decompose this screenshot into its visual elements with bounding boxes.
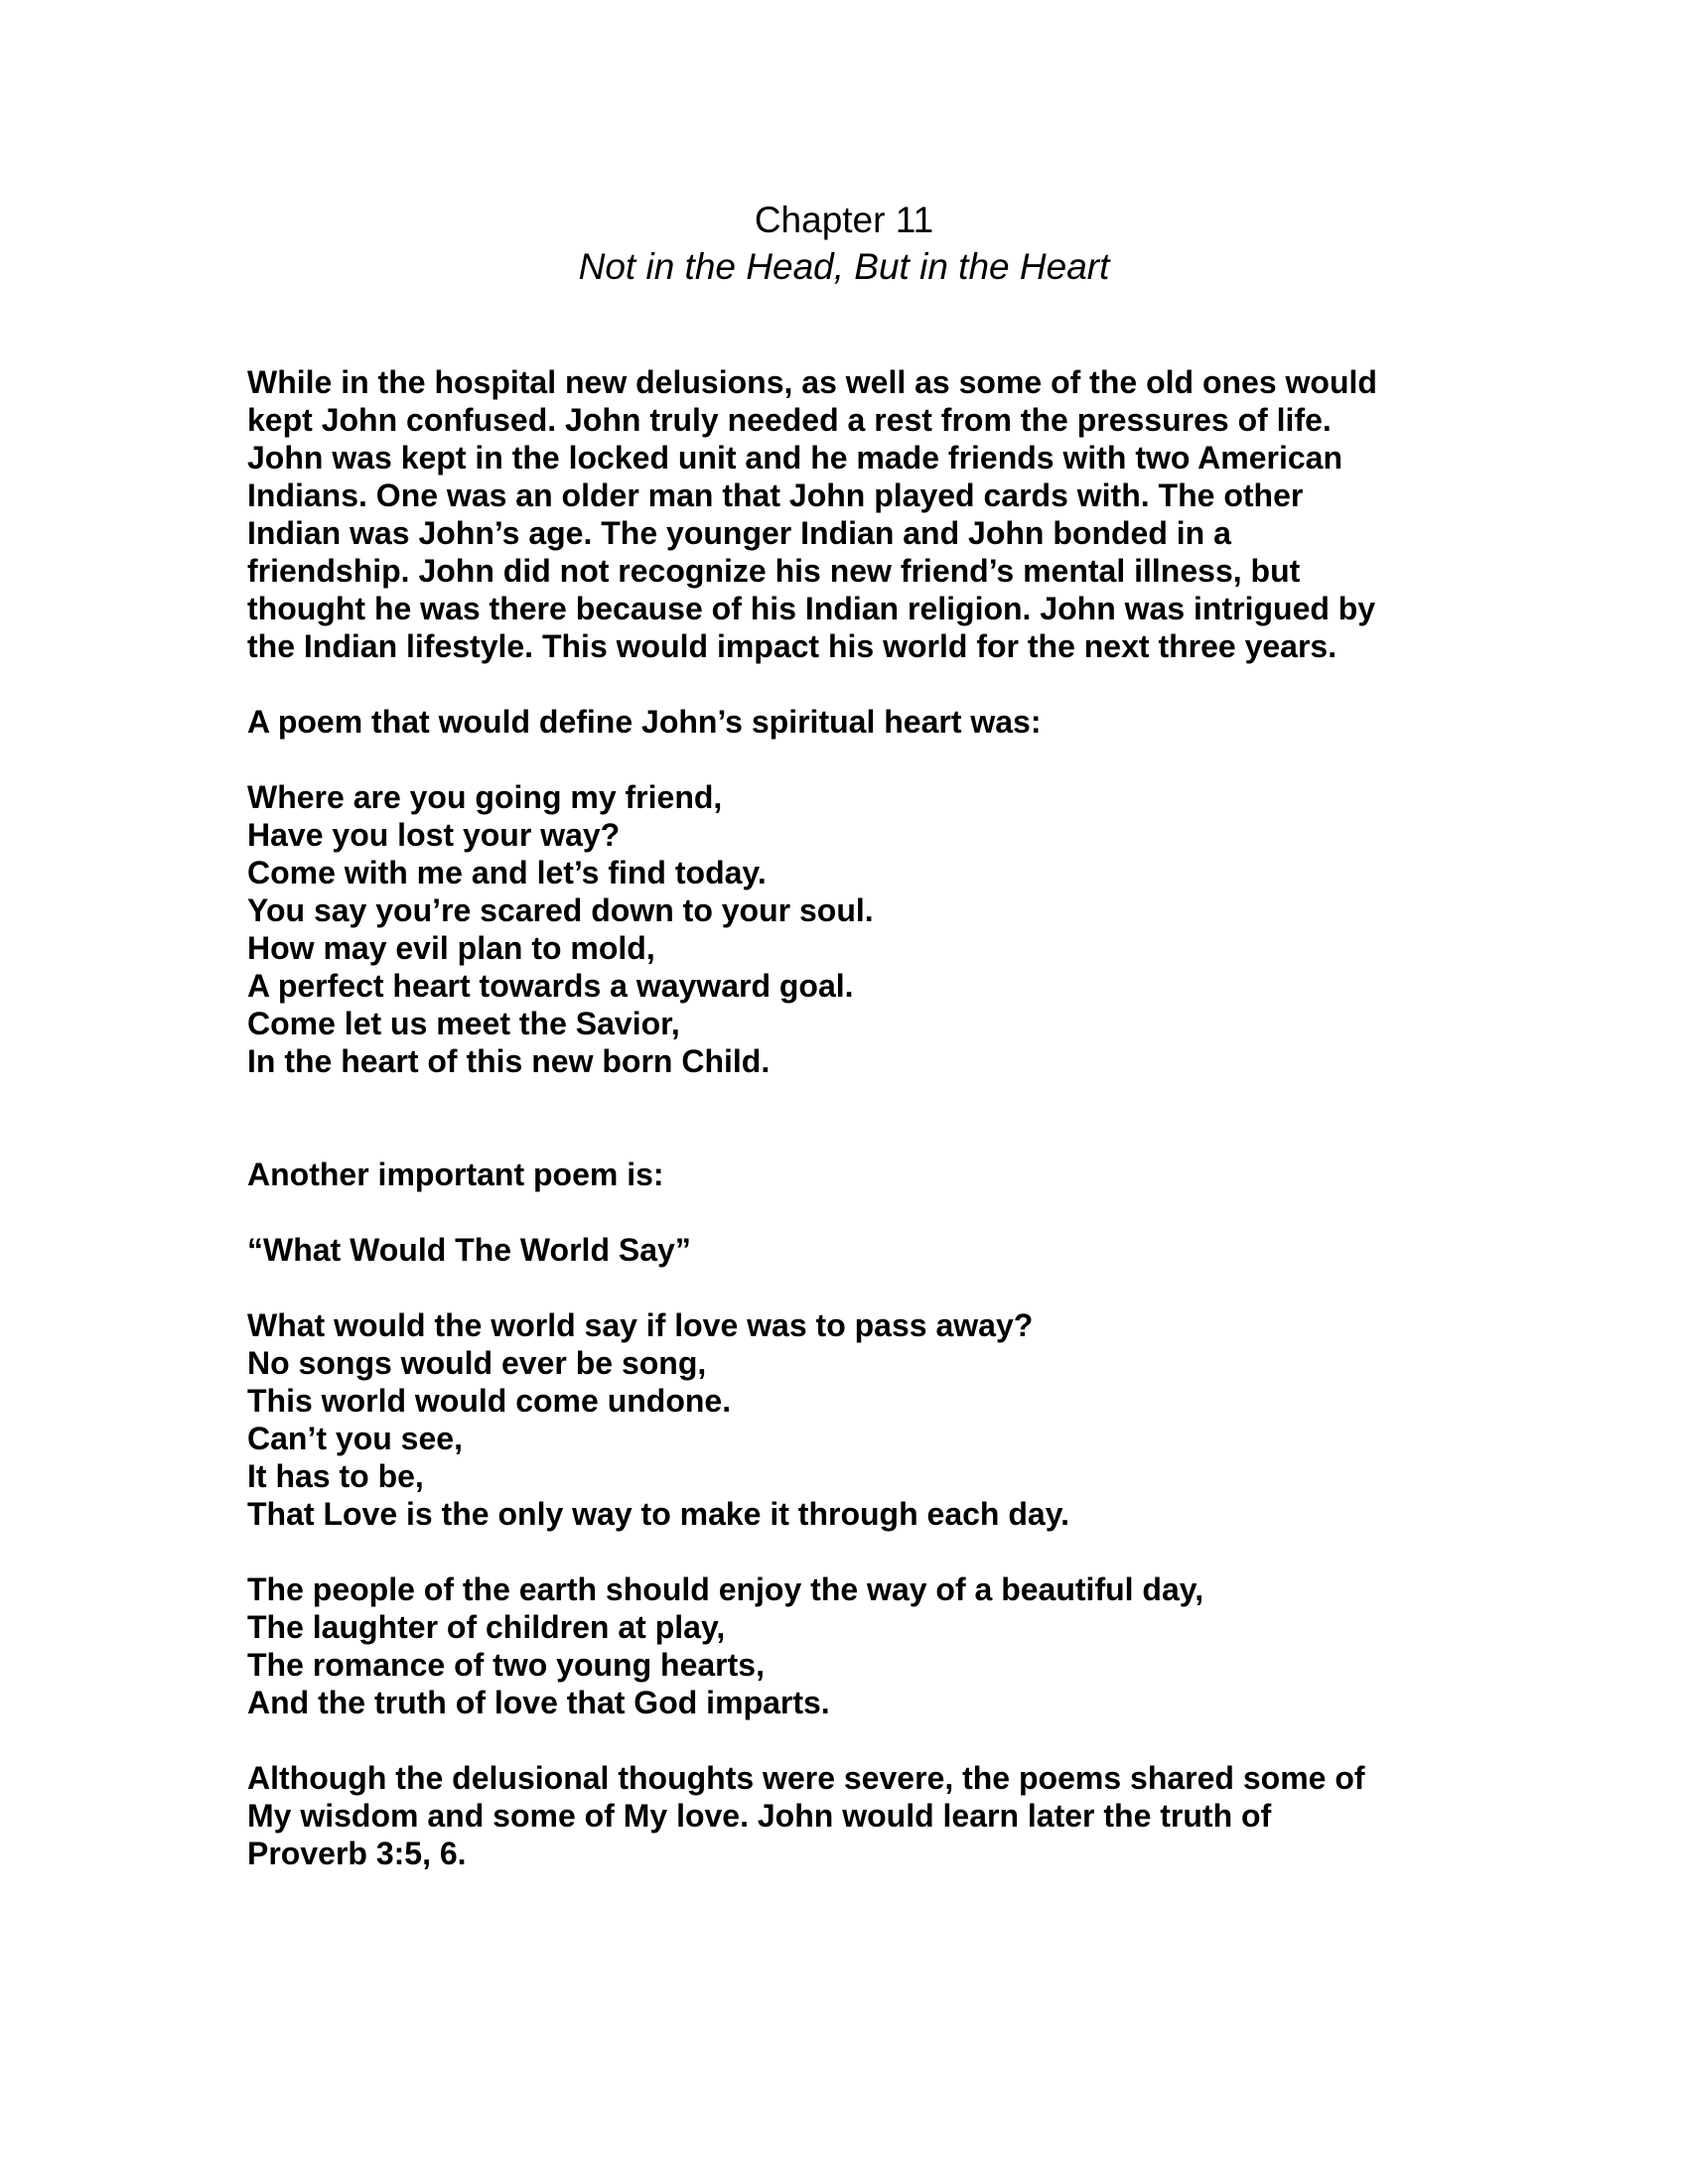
poem1-intro <box>247 703 1488 741</box>
poem1 <box>247 778 1488 1080</box>
poem-line: Where are you going my friend, <box>247 779 723 815</box>
chapter-number: Chapter 11 <box>754 200 934 240</box>
poem-line: The laughter of children at play, <box>247 1609 726 1645</box>
poem-line: What would the world say if love was to pass away? <box>247 1307 1034 1343</box>
text-line: Indians. One was an older man that John played cards with. The other <box>247 478 1304 513</box>
spacer <box>247 1118 1488 1156</box>
closing-paragraph <box>247 1759 1488 1872</box>
text-line: John was kept in the locked unit and he made friends with two American <box>247 440 1342 476</box>
text-line: the Indian lifestyle. This would impact his world for the next three years. <box>247 628 1337 664</box>
text-line: Indian was John’s age. The younger Indian and John bonded in a <box>247 515 1231 551</box>
poem-line: And the truth of love that God imparts. <box>247 1685 830 1720</box>
poem-line: The romance of two young hearts, <box>247 1647 765 1683</box>
chapter-heading <box>0 197 1688 290</box>
poem-line: You say you’re scared down to your soul. <box>247 892 874 928</box>
poem-line: In the heart of this new born Child. <box>247 1043 771 1079</box>
poem-line: Can’t you see, <box>247 1421 463 1456</box>
text-line: thought he was there because of his Indian religion. John was intrigued by <box>247 591 1376 626</box>
text-line: friendship. John did not recognize his new friend’s mental illness, but <box>247 553 1301 589</box>
chapter-title: Not in the Head, But in the Heart <box>578 246 1110 287</box>
poem-line: It has to be, <box>247 1458 424 1494</box>
poem-line: This world would come undone. <box>247 1383 732 1419</box>
poem-line: The people of the earth should enjoy the way of a beautiful day, <box>247 1571 1204 1607</box>
poem-line: Come let us meet the Savior, <box>247 1006 680 1041</box>
intro-paragraph <box>247 363 1488 665</box>
text-line: A poem that would define John’s spiritual heart was: <box>247 704 1042 740</box>
poem-line: No songs would ever be song, <box>247 1345 707 1381</box>
text-line: Another important poem is: <box>247 1157 664 1192</box>
poem-line: How may evil plan to mold, <box>247 930 655 966</box>
chapter-body <box>247 363 1488 1910</box>
text-line: kept John confused. John truly needed a rest from the pressures of life. <box>247 402 1332 438</box>
poem-line: That Love is the only way to make it through each day. <box>247 1496 1070 1532</box>
poem2-intro <box>247 1156 1488 1193</box>
text-line: Although the delusional thoughts were severe, the poems shared some of <box>247 1760 1365 1796</box>
text-line: While in the hospital new delusions, as well as some of the old ones would <box>247 364 1377 400</box>
poem2-stanza-2 <box>247 1570 1488 1721</box>
poem-line: Come with me and let’s find today. <box>247 855 767 890</box>
poem2-title <box>247 1231 1488 1269</box>
poem2-stanza-1 <box>247 1306 1488 1533</box>
poem-title: “What Would The World Say” <box>247 1232 691 1268</box>
poem-line: A perfect heart towards a wayward goal. <box>247 968 854 1004</box>
text-line: My wisdom and some of My love. John would learn later the truth of <box>247 1798 1272 1834</box>
poem-line: Have you lost your way? <box>247 817 621 853</box>
text-line: Proverb 3:5, 6. <box>247 1836 467 1871</box>
